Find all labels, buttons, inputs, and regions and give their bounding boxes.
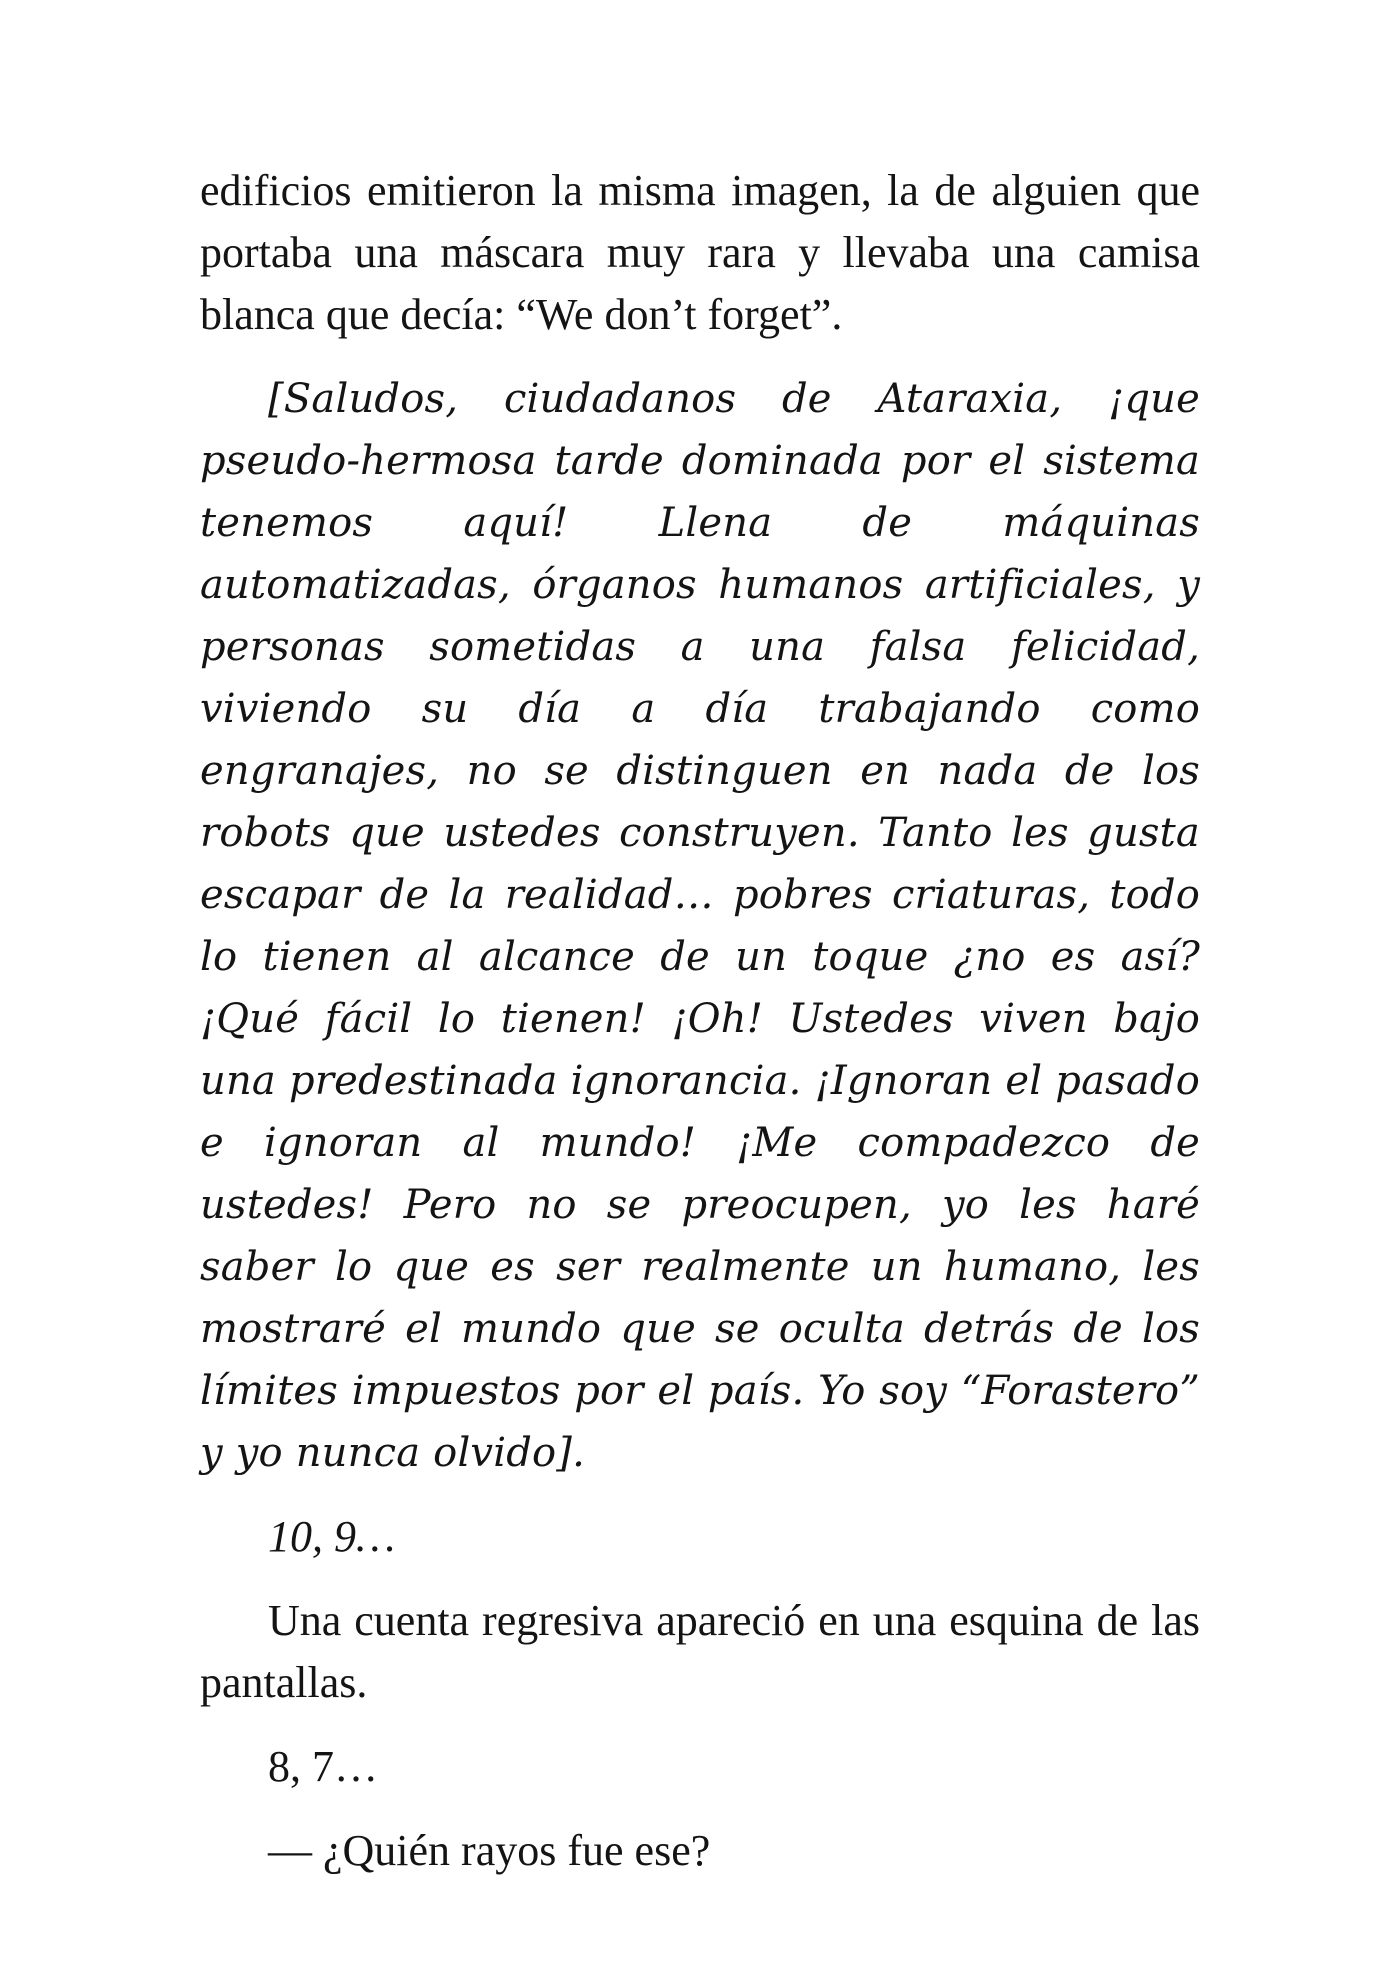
paragraph-forastero-message: [Saludos, ciudadanos de Ataraxia, ¡que pseudo-hermosa tarde dominada por el sistema tenemos aquí! Llena de máquinas automatizadas, órganos humanos artificiales, y personas sometidas a una falsa felicidad, viviendo su día a día trabajando como engranajes, no se distinguen en nada de los robots que ustedes construyen. Tanto les gusta escapar de la realidad… pobres criaturas, todo lo tienen al alcance de un toque ¿no es así? ¡Qué fácil lo tienen! ¡Oh! Ustedes viven bajo una predestinada ignorancia. ¡Ignoran el pasado e ignoran al mundo! ¡Me compadezco de ustedes! Pero no se preocupen, yo les haré saber lo que es ser realmente un humano, les mostraré el mundo que se oculta detrás de los límites impuestos por el país. Yo soy “Forastero” y yo nunca olvido].: [200, 376, 1200, 1476]
paragraph-dialogue-question: — ¿Quién rayos fue ese?: [268, 1826, 711, 1875]
paragraph-countdown-8-7: 8, 7…: [268, 1742, 378, 1791]
paragraph-buildings-image: edificios emitieron la misma imagen, la de alguien que portaba una máscara muy rara y llevaba una camisa blanca que decía: “We don’t forget”.: [200, 166, 1200, 339]
book-page: [200, 160, 1200, 1904]
paragraph-countdown-10-9: 10, 9…: [268, 1512, 396, 1561]
paragraph-countdown-appeared: Una cuenta regresiva apareció en una esquina de las pantallas.: [200, 1596, 1200, 1707]
